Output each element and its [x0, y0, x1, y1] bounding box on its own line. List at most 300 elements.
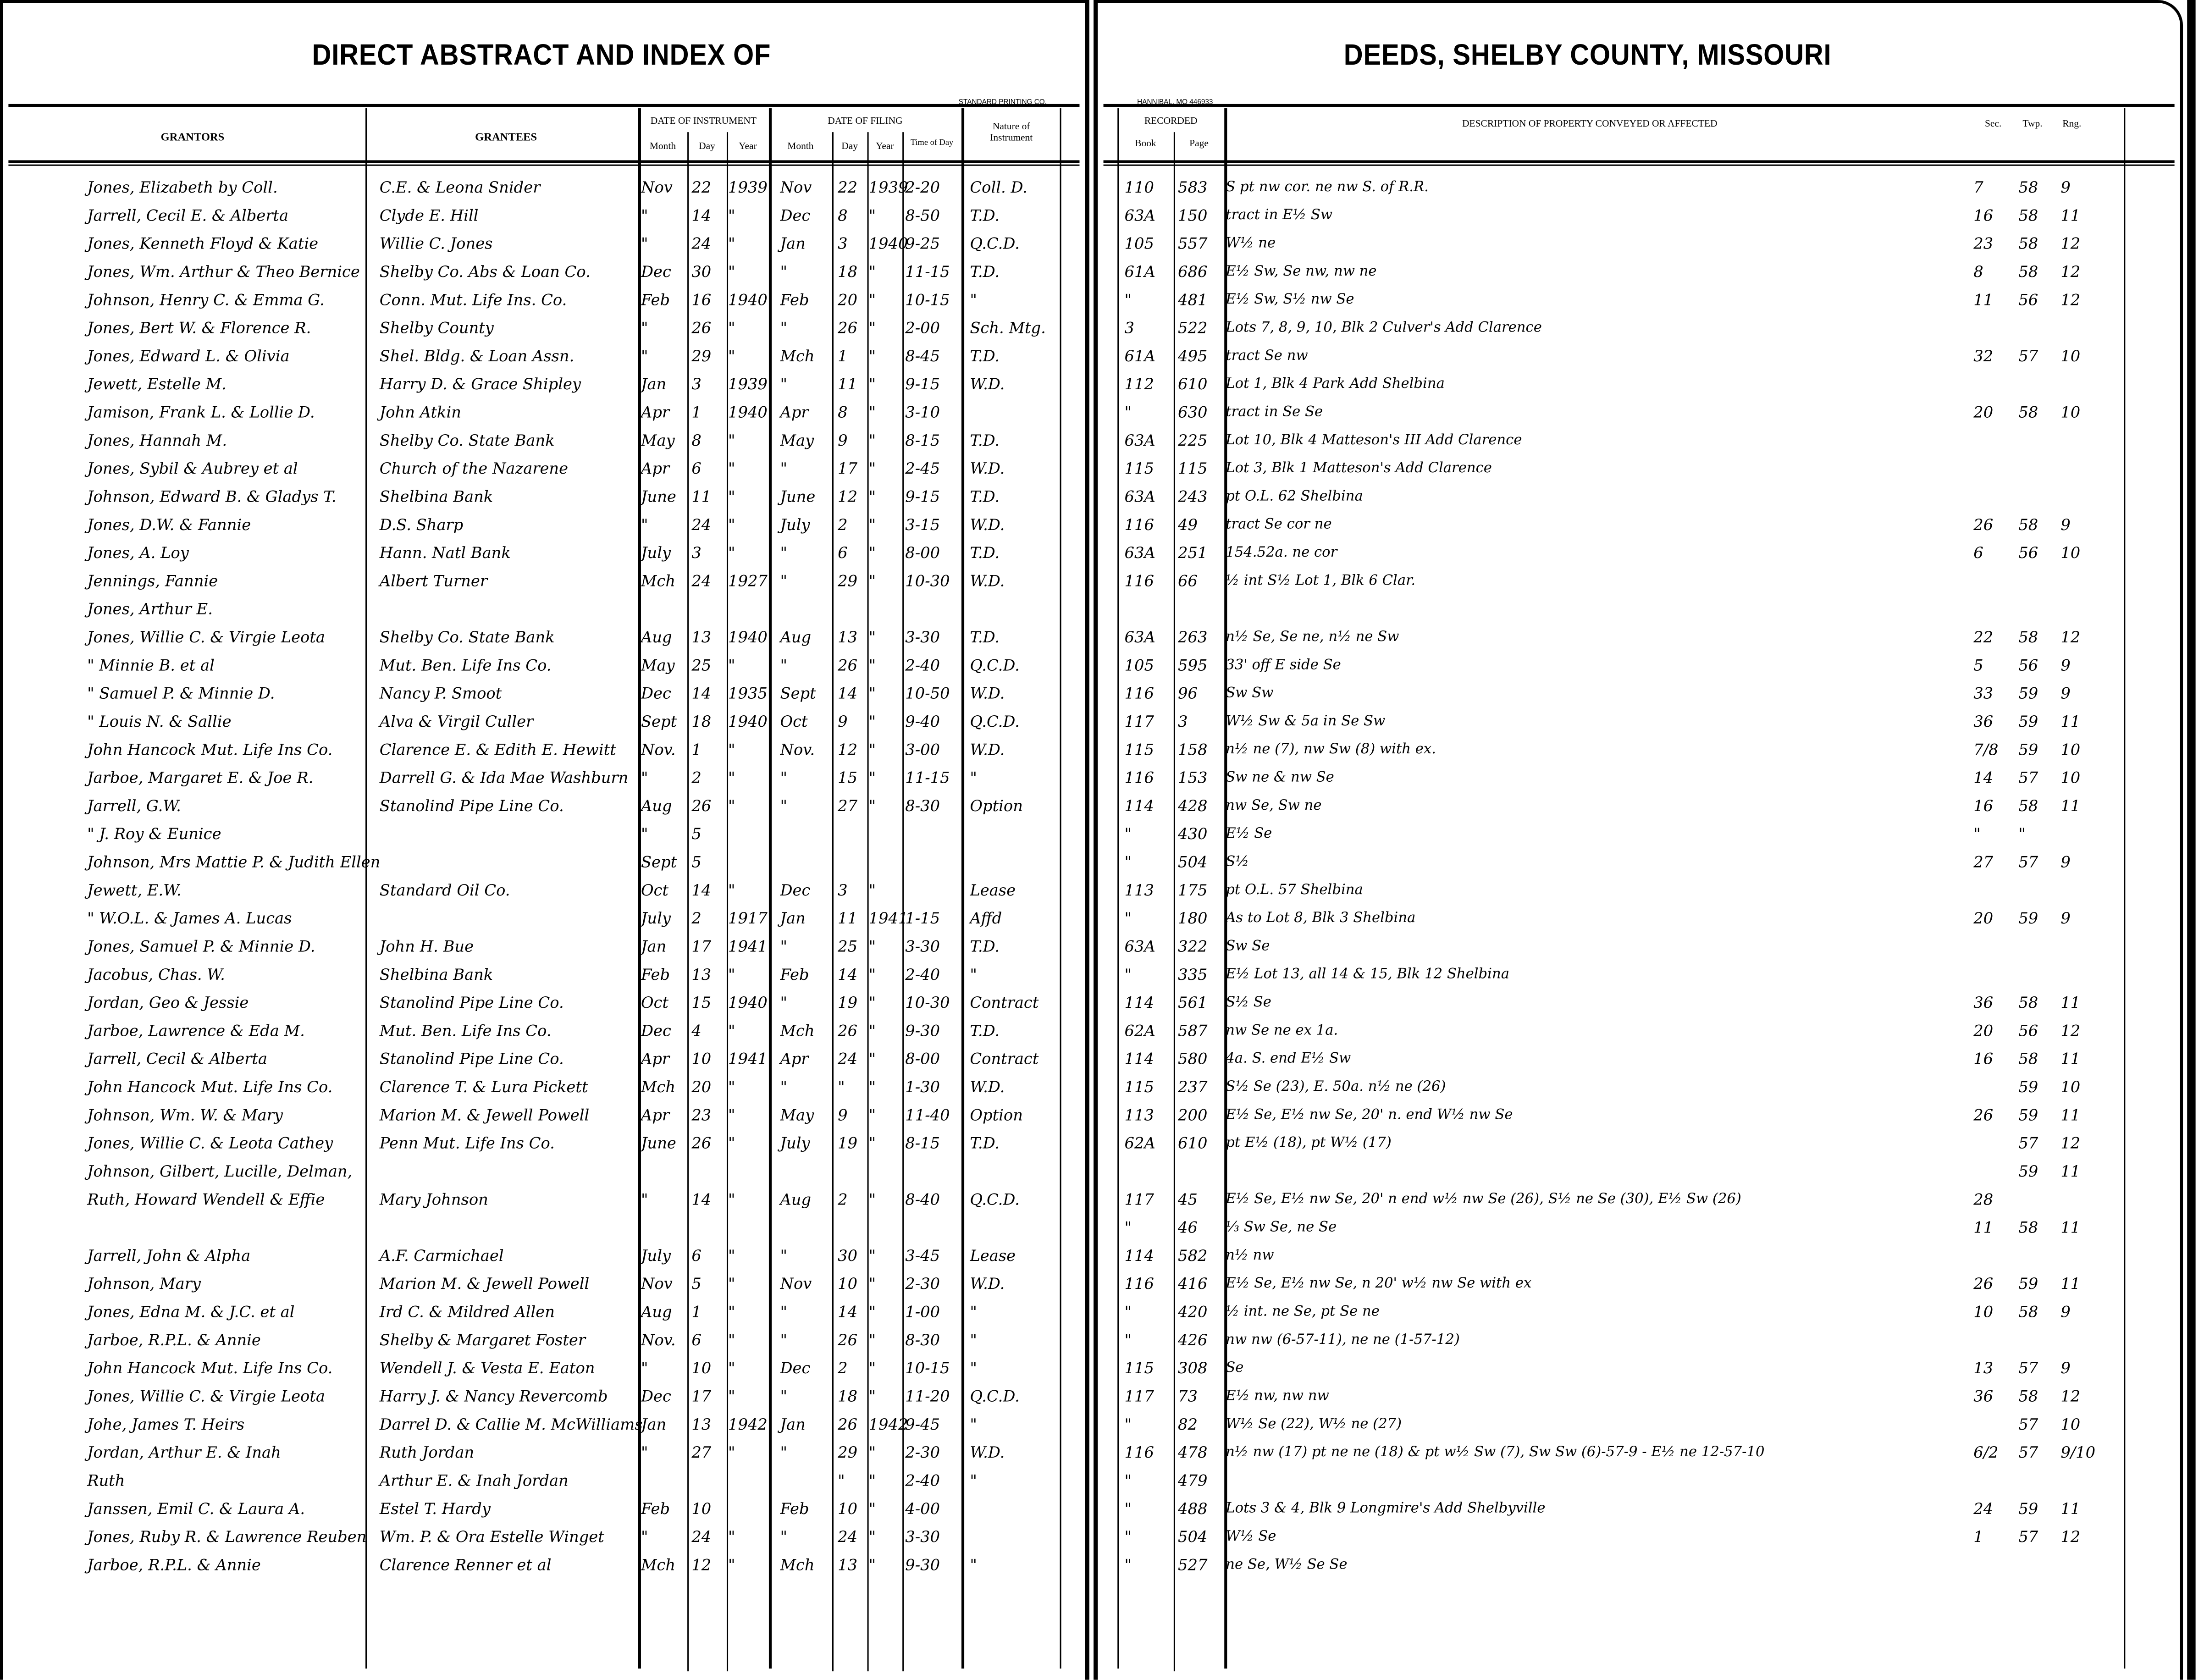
inst-year-cell: " — [728, 1443, 735, 1462]
filing-month-cell: Apr — [780, 403, 809, 422]
filing-day-cell: 2 — [838, 516, 848, 534]
nature-cell: Q.C.D. — [970, 1190, 1020, 1209]
twp-cell: 59 — [2018, 713, 2038, 731]
description-cell: W½ Se — [1226, 1529, 1276, 1545]
book-cell: " — [1124, 825, 1132, 844]
grantee-cell: Harry J. & Nancy Revercomb — [379, 1387, 608, 1406]
inst-day-cell: 2 — [691, 768, 702, 787]
filing-month-cell: Dec — [780, 206, 811, 225]
inst-day-cell: 26 — [691, 1134, 712, 1153]
grantee-cell: Wendell J. & Vesta E. Eaton — [379, 1359, 595, 1378]
ledger-row — [0, 1355, 2204, 1382]
filing-day-cell: 9 — [838, 713, 848, 731]
inst-month-cell: July — [641, 544, 671, 563]
grantee-cell: Estel T. Hardy — [379, 1500, 491, 1518]
grantee-cell: Marion M. & Jewell Powell — [379, 1275, 590, 1293]
inst-day-cell: 20 — [691, 1078, 712, 1097]
header-date-of-filing: DATE OF FILING — [828, 115, 903, 127]
filing-time-cell: 3-15 — [905, 516, 940, 534]
grantor-cell: Jarboe, R.P.L. & Annie — [87, 1331, 261, 1350]
twp-cell: 58 — [2018, 403, 2038, 422]
filing-year-cell: " — [868, 1556, 876, 1575]
filing-day-cell: 9 — [838, 1106, 848, 1125]
filing-year-cell: " — [868, 713, 876, 731]
inst-month-cell: Sept — [641, 713, 677, 731]
inst-day-cell: 14 — [691, 206, 712, 225]
grantee-cell: Alva & Virgil Culler — [379, 713, 534, 731]
inst-day-cell: 13 — [691, 628, 712, 647]
inst-month-cell: Jan — [641, 1415, 667, 1434]
page-cell: 180 — [1178, 909, 1208, 928]
grantee-cell: Willie C. Jones — [379, 234, 493, 253]
ledger-row — [0, 287, 2204, 313]
rng-cell: 11 — [2060, 797, 2081, 816]
page-cell: 225 — [1178, 431, 1208, 450]
grantor-cell: Johnson, Mary — [87, 1275, 201, 1293]
inst-month-cell: " — [641, 319, 648, 337]
page-cell: 610 — [1178, 1134, 1208, 1153]
grantor-cell: Johnson, Mrs Mattie P. & Judith Ellen — [87, 853, 381, 872]
inst-day-cell: 6 — [691, 1331, 702, 1350]
book-cell: 113 — [1124, 881, 1154, 900]
inst-month-cell: Dec — [641, 1387, 671, 1406]
inst-month-cell: Apr — [641, 1050, 670, 1068]
filing-year-cell: " — [868, 431, 876, 450]
book-cell: " — [1124, 1500, 1132, 1518]
grantor-cell: Jones, Ruby R. & Lawrence Reuben — [87, 1528, 367, 1547]
inst-year-cell: " — [728, 1022, 735, 1040]
book-cell: 61A — [1124, 263, 1155, 282]
filing-year-cell: " — [868, 544, 876, 563]
book-cell: 3 — [1124, 319, 1135, 337]
inst-day-cell: 4 — [691, 1022, 702, 1040]
ledger-row — [0, 427, 2204, 454]
grantor-cell: Jamison, Frank L. & Lollie D. — [87, 403, 315, 422]
description-cell: W½ ne — [1226, 236, 1276, 252]
header-filing-year: Year — [876, 140, 894, 152]
rng-cell: 10 — [2060, 1078, 2081, 1097]
description-cell: W½ Se (22), W½ ne (27) — [1226, 1417, 1402, 1432]
filing-day-cell: 14 — [838, 1303, 858, 1321]
ledger-row — [0, 821, 2204, 847]
description-cell: Lots 7, 8, 9, 10, Blk 2 Culver's Add Clarence — [1226, 320, 1542, 336]
book-cell: 62A — [1124, 1022, 1155, 1040]
description-cell: Sw Sw — [1226, 686, 1274, 702]
filing-month-cell: Dec — [780, 881, 811, 900]
filing-year-cell: " — [868, 319, 876, 337]
nature-cell: W.D. — [970, 375, 1005, 394]
book-cell: " — [1124, 966, 1132, 984]
book-cell: " — [1124, 403, 1132, 422]
grantee-cell: Shelbina Bank — [379, 966, 493, 984]
ledger-row — [0, 849, 2204, 876]
ledger-row — [0, 1496, 2204, 1522]
description-cell: nw Se ne ex 1a. — [1226, 1023, 1338, 1039]
inst-day-cell: 24 — [691, 516, 712, 534]
rng-cell: 10 — [2060, 768, 2081, 787]
grantor-cell: Jarrell, Cecil E. & Alberta — [87, 206, 289, 225]
inst-day-cell: 16 — [691, 291, 712, 309]
filing-month-cell: Mch — [780, 347, 815, 366]
grantee-cell: Mut. Ben. Life Ins Co. — [379, 656, 552, 675]
inst-year-cell: " — [728, 234, 735, 253]
filing-month-cell: " — [780, 1247, 787, 1266]
inst-month-cell: July — [641, 909, 671, 928]
inst-year-cell: " — [728, 741, 735, 759]
ledger-row — [0, 1411, 2204, 1438]
ledger-row — [0, 231, 2204, 257]
page-cell: 610 — [1178, 375, 1208, 394]
inst-day-cell: 10 — [691, 1500, 712, 1518]
page-cell: 3 — [1178, 713, 1188, 731]
inst-month-cell: Jan — [641, 937, 667, 956]
grantor-cell: Johe, James T. Heirs — [87, 1415, 245, 1434]
grantee-cell: Church of the Nazarene — [379, 459, 569, 478]
rng-cell: 11 — [2060, 1500, 2081, 1518]
filing-month-cell: " — [780, 375, 787, 394]
filing-day-cell: 20 — [838, 291, 858, 309]
filing-month-cell: Nov — [780, 1275, 812, 1293]
inst-month-cell: Aug — [641, 1303, 672, 1321]
filing-day-cell: 18 — [838, 1387, 858, 1406]
filing-year-cell: " — [868, 1303, 876, 1321]
inst-day-cell: 27 — [691, 1443, 712, 1462]
filing-year-cell: 1940 — [868, 234, 908, 253]
book-cell: " — [1124, 291, 1132, 309]
inst-month-cell: " — [641, 1190, 648, 1209]
inst-year-cell: 1941 — [728, 1050, 768, 1068]
twp-cell: 57 — [2018, 1359, 2038, 1378]
book-cell: 61A — [1124, 347, 1155, 366]
grantor-cell: Jarrell, John & Alpha — [87, 1247, 251, 1266]
inst-month-cell: Aug — [641, 628, 672, 647]
book-cell: " — [1124, 1218, 1132, 1237]
book-cell: 113 — [1124, 1106, 1154, 1125]
page-cell: 49 — [1178, 516, 1198, 534]
filing-month-cell: Aug — [780, 1190, 812, 1209]
grantee-cell: Clarence T. & Lura Pickett — [379, 1078, 588, 1097]
grantor-cell: Jones, Willie C. & Virgie Leota — [87, 1387, 326, 1406]
filing-year-cell: " — [868, 994, 876, 1012]
filing-time-cell: 3-00 — [905, 741, 940, 759]
filing-day-cell: 27 — [838, 797, 858, 816]
sec-cell: 6 — [1973, 544, 1983, 563]
filing-day-cell: 10 — [838, 1275, 858, 1293]
book-cell: " — [1124, 1556, 1132, 1575]
page-cell: 243 — [1178, 487, 1208, 506]
sec-cell: 16 — [1973, 1050, 1994, 1068]
book-cell: 105 — [1124, 234, 1154, 253]
ledger-row — [0, 905, 2204, 932]
book-cell: " — [1124, 909, 1132, 928]
sec-cell: 27 — [1973, 853, 1994, 872]
description-cell: 33' off E side Se — [1226, 658, 1341, 674]
inst-month-cell: Mch — [641, 572, 676, 591]
nature-cell: T.D. — [970, 347, 1000, 366]
twp-cell: 58 — [2018, 234, 2038, 253]
rng-cell: 10 — [2060, 544, 2081, 563]
filing-day-cell: 10 — [838, 1500, 858, 1518]
filing-day-cell: 18 — [838, 263, 858, 282]
inst-month-cell: Dec — [641, 1022, 671, 1040]
rng-cell: 9 — [2060, 1303, 2071, 1321]
grantee-cell: Nancy P. Smoot — [379, 684, 502, 703]
page-cell: 115 — [1178, 459, 1208, 478]
inst-day-cell: 14 — [691, 684, 712, 703]
grantee-cell: Mut. Ben. Life Ins Co. — [379, 1022, 552, 1040]
ledger-row — [0, 371, 2204, 398]
inst-day-cell: 6 — [691, 459, 702, 478]
filing-month-cell: June — [780, 487, 816, 506]
filing-time-cell: 3-10 — [905, 403, 940, 422]
filing-day-cell: 13 — [838, 1556, 858, 1575]
description-cell: n½ ne (7), nw Sw (8) with ex. — [1226, 742, 1436, 758]
grantee-cell: Arthur E. & Inah Jordan — [379, 1471, 569, 1490]
sec-cell: 11 — [1973, 291, 1994, 309]
filing-time-cell: 2-45 — [905, 459, 940, 478]
grantee-cell: C.E. & Leona Snider — [379, 178, 541, 197]
filing-year-cell: " — [868, 403, 876, 422]
nature-cell: T.D. — [970, 431, 1000, 450]
filing-month-cell: Nov. — [780, 741, 815, 759]
inst-month-cell: Aug — [641, 797, 672, 816]
inst-year-cell: " — [728, 1190, 735, 1209]
filing-time-cell: 3-45 — [905, 1247, 940, 1266]
inst-day-cell: 13 — [691, 1415, 712, 1434]
ledger-row — [0, 1439, 2204, 1466]
page-cell: 200 — [1178, 1106, 1208, 1125]
filing-time-cell: 2-40 — [905, 1471, 940, 1490]
filing-day-cell: 30 — [838, 1247, 858, 1266]
filing-month-cell: Sept — [780, 684, 816, 703]
ledger-row — [0, 652, 2204, 679]
ledger-row — [0, 962, 2204, 988]
inst-day-cell: 26 — [691, 797, 712, 816]
inst-day-cell: 10 — [691, 1359, 712, 1378]
rng-cell: 9 — [2060, 516, 2071, 534]
inst-day-cell: 10 — [691, 1050, 712, 1068]
filing-day-cell: 26 — [838, 1415, 858, 1434]
filing-month-cell: " — [780, 1387, 787, 1406]
inst-year-cell: 1941 — [728, 937, 768, 956]
grantee-cell: Darrel D. & Callie M. McWilliams — [379, 1415, 643, 1434]
filing-day-cell: 12 — [838, 487, 858, 506]
rng-cell: 12 — [2060, 628, 2081, 647]
filing-year-cell: " — [868, 1471, 876, 1490]
grantor-cell: Jones, Arthur E. — [87, 600, 213, 619]
book-cell: 116 — [1124, 1443, 1154, 1462]
twp-cell: 58 — [2018, 263, 2038, 282]
rng-cell: 12 — [2060, 1387, 2081, 1406]
ledger-row — [0, 1383, 2204, 1410]
filing-time-cell: 11-40 — [905, 1106, 950, 1125]
inst-month-cell: " — [641, 1528, 648, 1547]
filing-time-cell: 8-15 — [905, 431, 940, 450]
filing-year-cell: " — [868, 375, 876, 394]
filing-day-cell: " — [838, 1078, 845, 1097]
page-cell: 251 — [1178, 544, 1208, 563]
rng-cell: 12 — [2060, 1134, 2081, 1153]
page-cell: 153 — [1178, 768, 1208, 787]
nature-cell: " — [970, 1415, 977, 1434]
inst-year-cell: " — [728, 1134, 735, 1153]
rng-cell: 9 — [2060, 853, 2071, 872]
grantor-cell: Jones, Kenneth Floyd & Katie — [87, 234, 319, 253]
twp-cell: 58 — [2018, 994, 2038, 1012]
page-cell: 488 — [1178, 1500, 1208, 1518]
description-cell: E½ Sw, Se nw, nw ne — [1226, 264, 1377, 280]
twp-cell: 58 — [2018, 1387, 2038, 1406]
sec-cell: 26 — [1973, 1275, 1994, 1293]
rng-cell: 11 — [2060, 1050, 2081, 1068]
nature-cell: W.D. — [970, 684, 1005, 703]
filing-year-cell: " — [868, 1078, 876, 1097]
ledger-row — [0, 399, 2204, 426]
rng-cell: 11 — [2060, 1106, 2081, 1125]
right-page-title: DEEDS, SHELBY COUNTY, MISSOURI — [1343, 39, 1832, 72]
grantor-cell: Jones, A. Loy — [87, 544, 189, 563]
filing-month-cell: Oct — [780, 713, 808, 731]
sec-cell: 36 — [1973, 713, 1994, 731]
filing-time-cell: 9-40 — [905, 713, 940, 731]
ledger-row — [0, 202, 2204, 229]
inst-year-cell: 1935 — [728, 684, 768, 703]
filing-time-cell: 1-15 — [905, 909, 940, 928]
description-cell: S pt nw cor. ne nw S. of R.R. — [1226, 180, 1429, 196]
nature-cell: W.D. — [970, 459, 1005, 478]
filing-time-cell: 10-15 — [905, 1359, 950, 1378]
description-cell: E½ Se, E½ nw Se, n 20' w½ nw Se with ex — [1226, 1276, 1532, 1292]
header-recorded: RECORDED — [1144, 115, 1198, 127]
grantor-cell: Jones, Willie C. & Virgie Leota — [87, 628, 326, 647]
twp-cell: 59 — [2018, 684, 2038, 703]
filing-year-cell: " — [868, 768, 876, 787]
filing-year-cell: " — [868, 206, 876, 225]
sec-cell: 20 — [1973, 1022, 1994, 1040]
filing-month-cell: Jan — [780, 909, 806, 928]
rng-cell: 11 — [2060, 1162, 2081, 1181]
ledger-row — [0, 793, 2204, 819]
page-cell: 45 — [1178, 1190, 1198, 1209]
book-cell: " — [1124, 853, 1132, 872]
ledger-row — [0, 1271, 2204, 1297]
description-cell: 4a. S. end E½ Sw — [1226, 1051, 1351, 1067]
ledger-row — [0, 174, 2204, 201]
description-cell: S½ Se (23), E. 50a. n½ ne (26) — [1226, 1079, 1446, 1095]
filing-year-cell: " — [868, 1106, 876, 1125]
filing-time-cell: 10-30 — [905, 572, 950, 591]
filing-month-cell: Dec — [780, 1359, 811, 1378]
filing-year-cell: 1941 — [868, 909, 908, 928]
filing-day-cell: 11 — [838, 909, 858, 928]
filing-time-cell: 9-30 — [905, 1022, 940, 1040]
filing-time-cell: 9-15 — [905, 487, 940, 506]
filing-time-cell: 2-00 — [905, 319, 940, 337]
book-cell: 63A — [1124, 937, 1155, 956]
book-cell: 115 — [1124, 1359, 1154, 1378]
description-cell: n½ nw (17) pt ne ne (18) & pt w½ Sw (7), Sw Sw (6)-57-9 - E½ ne 12-57-10 — [1226, 1445, 1765, 1461]
grantee-cell: Stanolind Pipe Line Co. — [379, 994, 564, 1012]
page-cell: 481 — [1178, 291, 1208, 309]
page-cell: 416 — [1178, 1275, 1208, 1293]
filing-month-cell: July — [780, 516, 810, 534]
filing-day-cell: 3 — [838, 234, 848, 253]
inst-day-cell: 1 — [691, 1303, 702, 1321]
header-filing-month: Month — [787, 140, 814, 152]
twp-cell: 57 — [2018, 347, 2038, 366]
sec-cell: 26 — [1973, 1106, 1994, 1125]
ledger-row — [0, 259, 2204, 285]
filing-time-cell: 2-40 — [905, 966, 940, 984]
filing-month-cell: " — [780, 656, 787, 675]
header-description: DESCRIPTION OF PROPERTY CONVEYED OR AFFECTED — [1462, 118, 1718, 130]
filing-year-cell: 1939 — [868, 178, 908, 197]
inst-month-cell: Sept — [641, 853, 677, 872]
page-cell: 595 — [1178, 656, 1208, 675]
inst-year-cell: " — [728, 966, 735, 984]
twp-cell: 56 — [2018, 1022, 2038, 1040]
description-cell: ne Se, W½ Se Se — [1226, 1557, 1348, 1573]
inst-month-cell: May — [641, 656, 675, 675]
filing-month-cell: Feb — [780, 291, 809, 309]
page-cell: 73 — [1178, 1387, 1198, 1406]
page-cell: 335 — [1178, 966, 1208, 984]
rng-cell: 10 — [2060, 347, 2081, 366]
filing-day-cell: 29 — [838, 572, 858, 591]
filing-day-cell: 24 — [838, 1050, 858, 1068]
grantor-cell: Jarboe, R.P.L. & Annie — [87, 1556, 261, 1575]
book-cell: 114 — [1124, 1050, 1154, 1068]
nature-cell: T.D. — [970, 487, 1000, 506]
sec-cell: 36 — [1973, 1387, 1994, 1406]
rng-cell: 9/10 — [2060, 1443, 2096, 1462]
grantee-cell: A.F. Carmichael — [379, 1247, 504, 1266]
inst-month-cell: " — [641, 1443, 648, 1462]
grantee-cell: Hann. Natl Bank — [379, 544, 511, 563]
filing-month-cell: Nov — [780, 178, 812, 197]
book-cell: " — [1124, 1471, 1132, 1490]
rng-cell: 11 — [2060, 994, 2081, 1012]
page-cell: 158 — [1178, 741, 1208, 759]
inst-month-cell: " — [641, 768, 648, 787]
filing-year-cell: " — [868, 1528, 876, 1547]
sec-cell: 23 — [1973, 234, 1994, 253]
page-cell: 263 — [1178, 628, 1208, 647]
grantee-cell: Shelby Co. State Bank — [379, 431, 555, 450]
ledger-row — [0, 1215, 2204, 1241]
filing-time-cell: 8-30 — [905, 1331, 940, 1350]
nature-cell: Option — [970, 1106, 1023, 1125]
inst-day-cell: 24 — [691, 572, 712, 591]
inst-day-cell: 11 — [691, 487, 712, 506]
filing-time-cell: 8-45 — [905, 347, 940, 366]
page-cell: 175 — [1178, 881, 1208, 900]
inst-day-cell: 15 — [691, 994, 712, 1012]
ledger-row — [0, 1018, 2204, 1044]
nature-cell: T.D. — [970, 206, 1000, 225]
rng-cell: 12 — [2060, 1022, 2081, 1040]
filing-time-cell: 3-30 — [905, 628, 940, 647]
filing-year-cell: " — [868, 1500, 876, 1518]
filing-month-cell: " — [780, 1331, 787, 1350]
left-page-title: DIRECT ABSTRACT AND INDEX OF — [312, 39, 771, 72]
inst-year-cell: " — [728, 347, 735, 366]
sec-cell: 32 — [1973, 347, 1994, 366]
filing-day-cell: 8 — [838, 206, 848, 225]
filing-year-cell: " — [868, 966, 876, 984]
filing-time-cell: 1-30 — [905, 1078, 940, 1097]
filing-day-cell: 14 — [838, 966, 858, 984]
